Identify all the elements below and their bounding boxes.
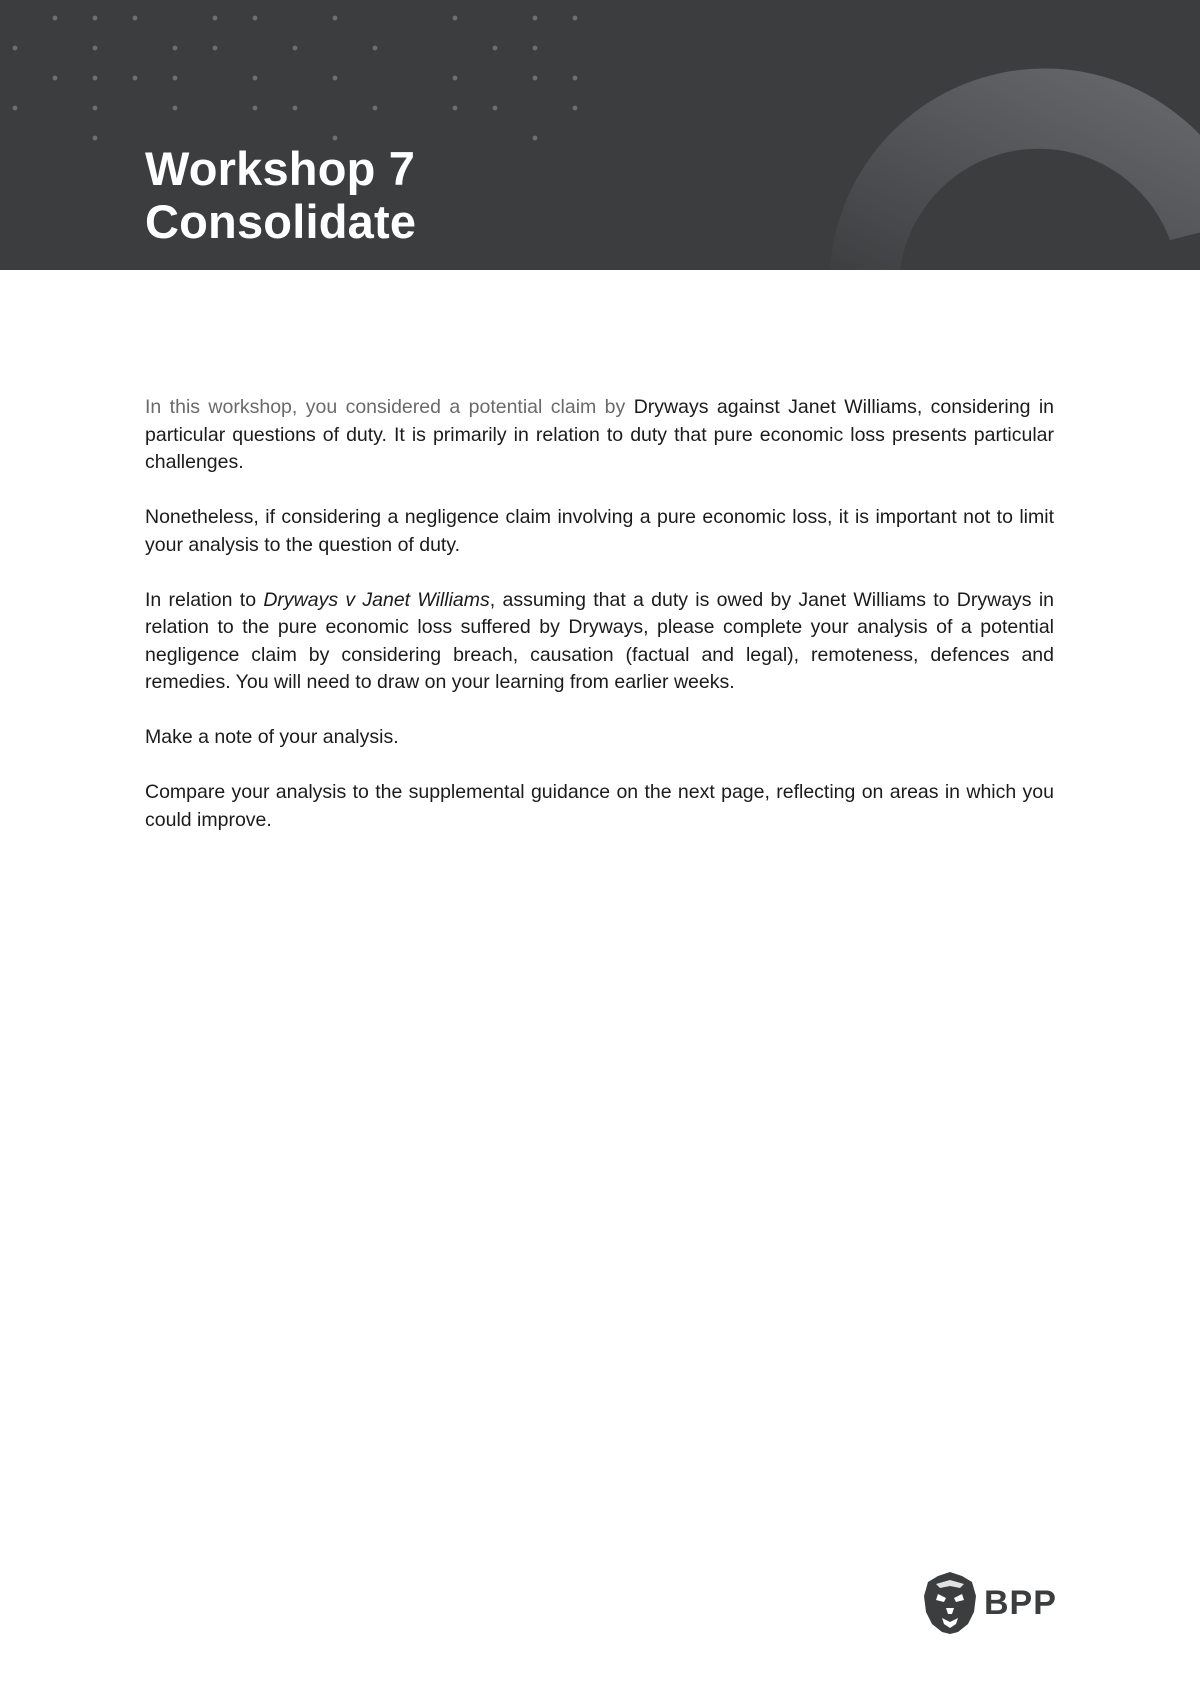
intro-text: Dryways against Janet Williams, considering in particular questions of duty. It is primarily in relation to duty that pure economic loss presents particular challenges.: [145, 396, 1055, 473]
header-band: [0, 0, 1200, 270]
paragraph-nonetheless: Nonetheless, if considering a negligence claim involving a pure economic loss, it is important not to limit your analysis to the question of duty.: [145, 506, 1054, 556]
bpp-logo: [922, 1568, 1057, 1638]
instructions-prefix: In relation to: [145, 588, 264, 611]
logo-text: BPP: [984, 1583, 1057, 1622]
paragraph-note: Make a note of your analysis.: [145, 726, 399, 748]
paragraph-compare: Compare your analysis to the supplemental guidance on the next page, reflecting on areas in which you could improve.: [145, 781, 1054, 831]
lion-head-icon: [922, 1570, 978, 1636]
paragraph-intro: [145, 394, 1054, 477]
intro-muted-text: In this workshop, you considered a potential claim by: [145, 396, 626, 418]
decorative-arc: [780, 0, 1200, 270]
title-line-2: Consolidate: [145, 195, 417, 248]
paragraph-instructions: [145, 587, 1054, 697]
body-content: [145, 394, 1054, 862]
decorative-dot-pattern: [0, 0, 620, 150]
title-line-1: Workshop 7: [145, 142, 416, 195]
page-title: [145, 142, 416, 248]
instructions-text: , assuming that a duty is owed by Janet Williams to Dryways in relation to the pure economic loss suffered by Dryways, please complete your analysis of a potential negligence claim by considering breach, causation (factual and legal), remoteness, defences and remedies. You will need to draw on your learning from earlier weeks.: [145, 588, 1054, 693]
case-name: Dryways v Janet Williams: [263, 588, 490, 611]
